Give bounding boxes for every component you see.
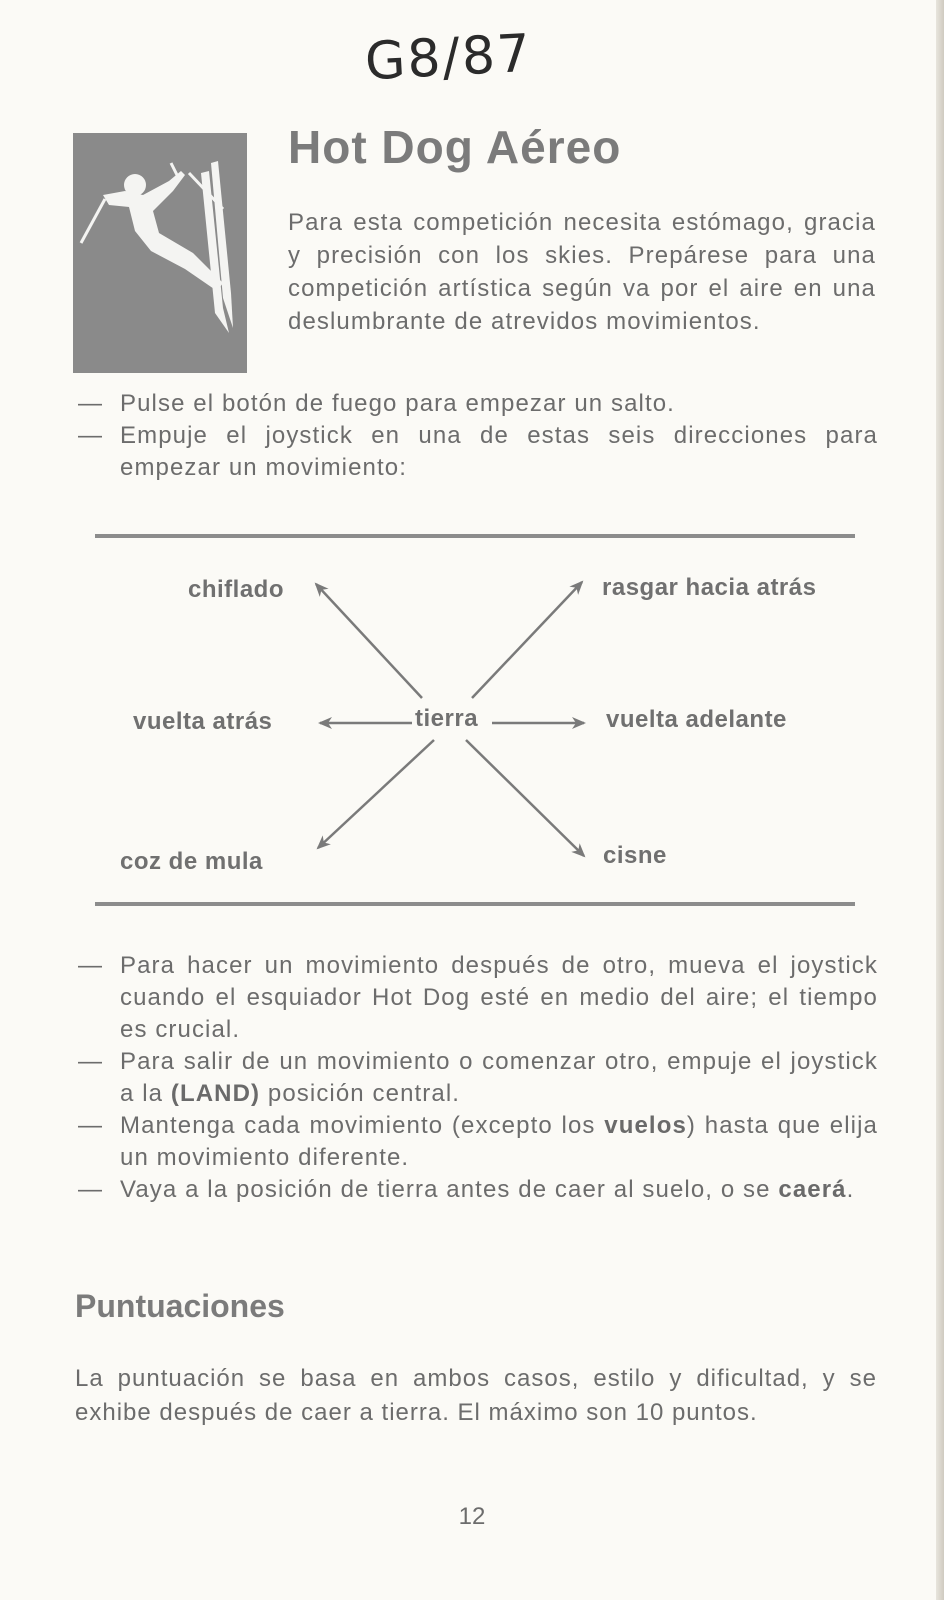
list-item: [78, 1174, 878, 1206]
instructions-list-bottom: [78, 950, 878, 1206]
arrow-down-right: [466, 740, 584, 856]
move-label-down-right: cisne: [603, 842, 667, 869]
divider-top: [95, 534, 855, 538]
list-item-text: Empuje el joystick en una de estas seis direcciones para empezar un movimiento:: [120, 422, 878, 481]
divider-bottom: [95, 902, 855, 906]
list-item-text: Mantenga cada movimiento (excepto los: [120, 1112, 605, 1139]
list-item-emphasis: caerá: [778, 1176, 847, 1203]
list-item: [78, 420, 878, 484]
page-title: Hot Dog Aéreo: [288, 121, 622, 173]
aerial-skier-icon: [73, 133, 247, 373]
arrow-up-right: [472, 582, 582, 698]
list-item: [78, 1110, 878, 1174]
dash-marker: —: [78, 1048, 104, 1075]
dash-marker: —: [78, 422, 104, 449]
list-item: [78, 388, 878, 420]
page-number: 12: [458, 1503, 486, 1530]
handwritten-note: G8/87: [363, 23, 534, 93]
dash-marker: —: [78, 1112, 104, 1139]
dash-marker: —: [78, 390, 104, 417]
list-item-text-end: ) hasta que elija un movimiento diferente.: [120, 1112, 878, 1171]
move-label-right: vuelta adelante: [606, 706, 787, 733]
move-label-left: vuelta atrás: [133, 708, 273, 735]
list-item-text-end: .: [846, 1176, 855, 1203]
move-label-down-left: coz de mula: [120, 848, 263, 875]
list-item: [78, 950, 878, 1046]
move-label-up-right: rasgar hacia atrás: [602, 574, 817, 601]
list-item: [78, 1046, 878, 1110]
move-label-up-left: chiflado: [188, 576, 285, 603]
list-item-text: Pulse el botón de fuego para empezar un salto.: [120, 390, 675, 417]
instructions-list-top: [78, 388, 878, 484]
arrow-down-left: [318, 740, 434, 848]
scoring-paragraph: La puntuación se basa en ambos casos, estilo y dificultad, y se exhibe después de caer a tierra. El máximo son 10 puntos.: [75, 1365, 877, 1426]
list-item-emphasis: vuelos: [604, 1112, 687, 1139]
intro-paragraph: Para esta competición necesita estómago, gracia y precisión con los skies. Prepárese para una competición artística según va por el aire en una deslumbrante de atrevidos movimientos.: [288, 209, 876, 335]
list-item-text: Vaya a la posición de tierra antes de caer al suelo, o se: [120, 1176, 779, 1203]
dash-marker: —: [78, 1176, 104, 1203]
move-label-center: tierra: [415, 705, 479, 732]
joystick-diagram: [0, 540, 944, 900]
list-item-text-end: posición central.: [260, 1080, 461, 1107]
section-title: Puntuaciones: [75, 1288, 285, 1324]
arrow-up-left: [316, 584, 422, 698]
list-item-emphasis: (LAND): [170, 1080, 261, 1107]
dash-marker: —: [78, 952, 104, 979]
list-item-text: Para salir de un movimiento o comenzar otro, empuje el joystick a la: [120, 1048, 878, 1107]
list-item-text: Para hacer un movimiento después de otro, mueva el joystick cuando el esquiador Hot Dog esté en medio del aire; el tiempo es crucial.: [120, 952, 878, 1043]
